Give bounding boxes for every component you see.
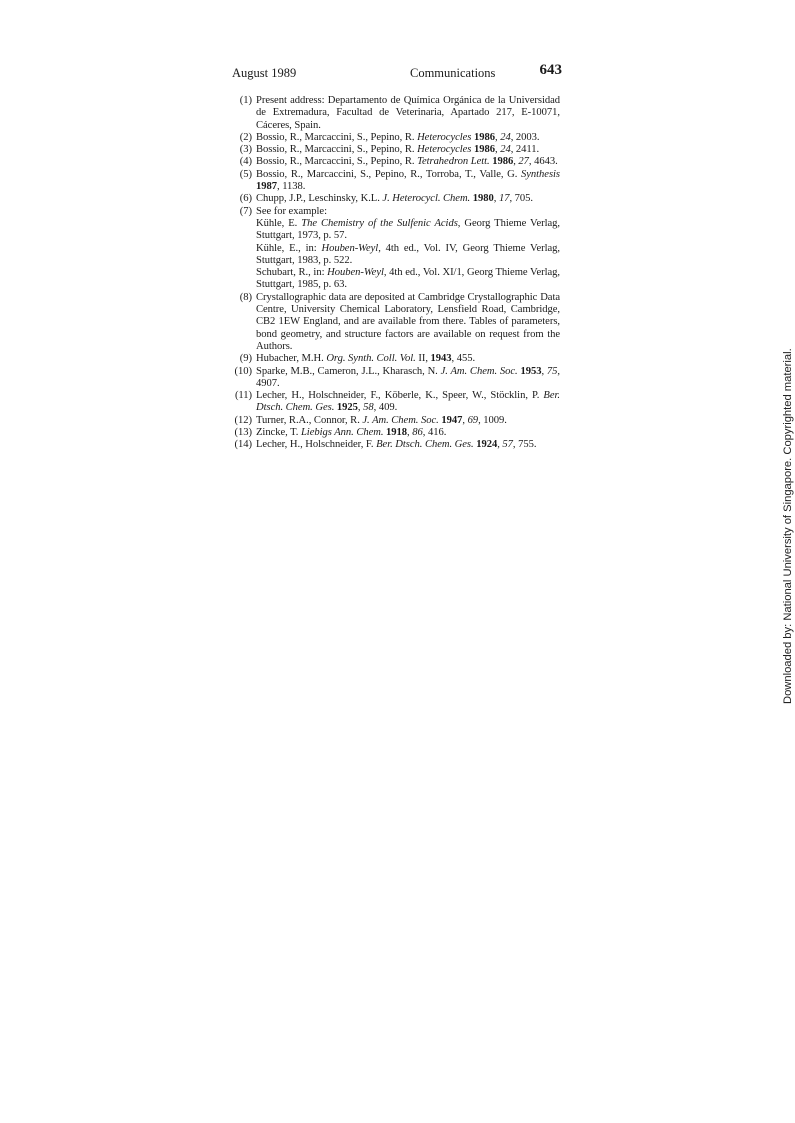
reference-item [234,156,560,168]
reference-italic-text: J. Am. Chem. Soc. [440,365,518,377]
reference-segment: , 4907. [256,365,560,389]
reference-segment: Crystallographic data are deposited at Cambridge Crystallographic Data Centre, University Chemical Laboratory, Lensfield Road, Cambridge, CB2 1EW England, and are available from there. Tables of parameters, bond geometry, and structure factors are available on request from the Authors. [256,291,560,352]
page-header [232,62,562,82]
reference-text [256,169,560,194]
reference-segment: Hubacher, M.H. [256,353,327,365]
reference-italic-text: J. Am. Chem. Soc. [362,414,439,426]
reference-segment: Schubart, R., in: [256,267,328,279]
reference-segment: Present address: Departamento de Química Orgánica de la Universidad de Extremadura, Facultad de Veterinaria, Apartado 217, E-10071, Cáceres, Spain. [256,95,560,131]
reference-text [256,144,560,156]
reference-number: (6) [239,193,252,205]
reference-item [234,206,560,292]
reference-segment: Lecher, H., Holschneider, F., Köberle, K., Speer, W., Stöcklin, P. [256,390,544,402]
reference-year: 1947 [441,414,463,426]
reference-number: (2) [239,131,252,143]
reference-year: 1986 [492,156,514,168]
reference-italic-text: 24 [500,131,511,143]
download-watermark: Downloaded by: National University of Singapore. Copyrighted material. [782,348,794,704]
reference-item [234,390,560,415]
reference-segment: Chupp, J.P., Leschinsky, K.L. [256,193,383,205]
reference-segment: Sparke, M.B., Cameron, J.L., Kharasch, N. [256,365,441,377]
reference-segment: , [493,193,499,205]
reference-number: (8) [239,291,252,303]
reference-italic-text: Ber. Dtsch. Chem. Ges. [376,439,474,451]
reference-number: (11) [234,390,252,402]
reference-text [256,366,560,391]
reference-year: 1986 [474,131,495,143]
reference-segment: , 4643. [528,156,558,168]
reference-segment: II, [415,353,431,365]
reference-segment: , 4th ed., Vol. IV, Georg Thieme Verlag, Stuttgart, 1983, p. 522. [256,242,561,266]
reference-item [234,366,560,391]
reference-number: (7) [239,205,252,217]
reference-item [234,144,560,156]
reference-year: 1918 [386,427,408,439]
reference-text [256,132,560,144]
reference-number: (14) [234,439,252,451]
reference-segment: Bossio, R., Marcaccini, S., Pepino, R. [256,144,418,156]
reference-italic-text: 57 [502,439,513,451]
reference-number: (12) [234,414,252,426]
reference-text [256,156,560,168]
reference-segment: , 4th ed., Vol. XI/1, Georg Thieme Verlag, Stuttgart, 1985, p. 63. [256,267,560,291]
reference-number: (3) [239,144,252,156]
reference-item [234,132,560,144]
reference-italic-text: 75 [546,365,558,377]
reference-segment: Lecher, H., Holschneider, F. [256,439,377,451]
reference-item [234,292,560,353]
reference-italic-text: 69 [467,414,479,426]
reference-item [234,169,560,194]
reference-year: 1953 [520,365,542,377]
reference-italic-text: Org. Synth. Coll. Vol. [326,353,416,365]
reference-segment: , 1009. [478,414,507,426]
header-page-number: 643 [539,62,562,78]
reference-segment: , [495,144,501,156]
reference-subentry [256,218,560,243]
reference-segment: Bossio, R., Marcaccini, S., Pepino, R. [256,156,418,168]
reference-number: (4) [239,156,252,168]
reference-segment: , 755. [512,439,537,451]
reference-year: 1986 [474,144,495,156]
reference-year: 1925 [336,402,358,414]
reference-year: 1924 [476,439,498,451]
reference-number: (9) [239,353,252,365]
reference-italic-text: Heterocycles [417,131,472,143]
reference-italic-text: Heterocycles [417,144,472,156]
reference-number: (5) [239,168,252,180]
reference-italic-text: 17 [498,193,510,205]
reference-segment: , [357,402,364,414]
reference-segment: Zincke, T. [256,427,301,439]
reference-italic-text: The Chemistry of the Sulfenic Acids [301,217,458,229]
reference-segment: Turner, R.A., Connor, R. [256,414,363,426]
reference-text [256,427,560,439]
reference-item [234,353,560,365]
reference-italic-text: 24 [500,144,511,156]
reference-segment: , 2411. [510,144,540,156]
reference-text [256,439,560,451]
reference-italic-text: Houben-Weyl [321,242,379,254]
reference-segment: , 409. [373,402,398,414]
header-date: August 1989 [232,66,297,80]
reference-item [234,415,560,427]
reference-item [234,439,560,451]
reference-italic-text: Tetrahedron Lett. [417,156,490,168]
reference-segment: , Georg Thieme Verlag, Stuttgart, 1973, p. 57. [256,217,560,242]
reference-italic-text: Ber. Dtsch. Chem. Ges. [256,390,560,414]
reference-segment: , [513,156,519,168]
reference-item [234,427,560,439]
reference-text [256,193,560,205]
reference-italic-text: 27 [518,156,529,168]
reference-segment: Kühle, E. [256,217,302,229]
reference-text [256,415,560,427]
reference-segment: Kühle, E., in: [256,242,322,254]
reference-segment: Bossio, R., Marcaccini, S., Pepino, R. [256,131,418,143]
reference-text [256,206,560,292]
reference-year: 1943 [430,353,452,365]
reference-subentry [256,267,560,292]
reference-text [256,390,560,415]
reference-segment: , 455. [451,353,476,365]
reference-number: (1) [239,95,252,106]
reference-italic-text: Liebigs Ann. Chem. [300,427,384,439]
reference-subentry [256,243,560,268]
reference-segment: , [495,131,501,143]
reference-italic-text: Houben-Weyl [327,267,384,279]
reference-item [234,95,560,132]
reference-segment: Bossio, R., Marcaccini, S., Pepino, R., Torroba, T., Valle, G. [256,168,522,180]
reference-segment: , 416. [422,427,447,439]
reference-text [256,353,560,365]
reference-text [256,292,560,353]
reference-segment: , 2003. [510,131,540,143]
reference-italic-text: J. Heterocycl. Chem. [382,193,471,205]
reference-segment: , [462,414,468,426]
reference-segment: , 705. [509,193,534,205]
reference-italic-text: 86 [412,427,423,439]
header-journal-section: Communications [410,66,496,80]
reference-year: 1980 [472,193,494,205]
reference-number: (10) [234,365,252,377]
reference-segment: , 1138. [277,181,306,193]
reference-italic-text: Synthesis [521,168,560,180]
reference-segment: See for example: [256,205,327,217]
reference-number: (13) [234,427,252,439]
reference-segment: , [497,439,503,451]
reference-item [234,193,560,205]
reference-segment: , [541,365,547,377]
reference-list [234,95,560,452]
reference-segment: , [407,427,413,439]
reference-subentry [256,206,560,218]
reference-text [256,95,560,132]
reference-year: 1987 [256,181,277,193]
reference-italic-text: 58 [363,402,374,414]
